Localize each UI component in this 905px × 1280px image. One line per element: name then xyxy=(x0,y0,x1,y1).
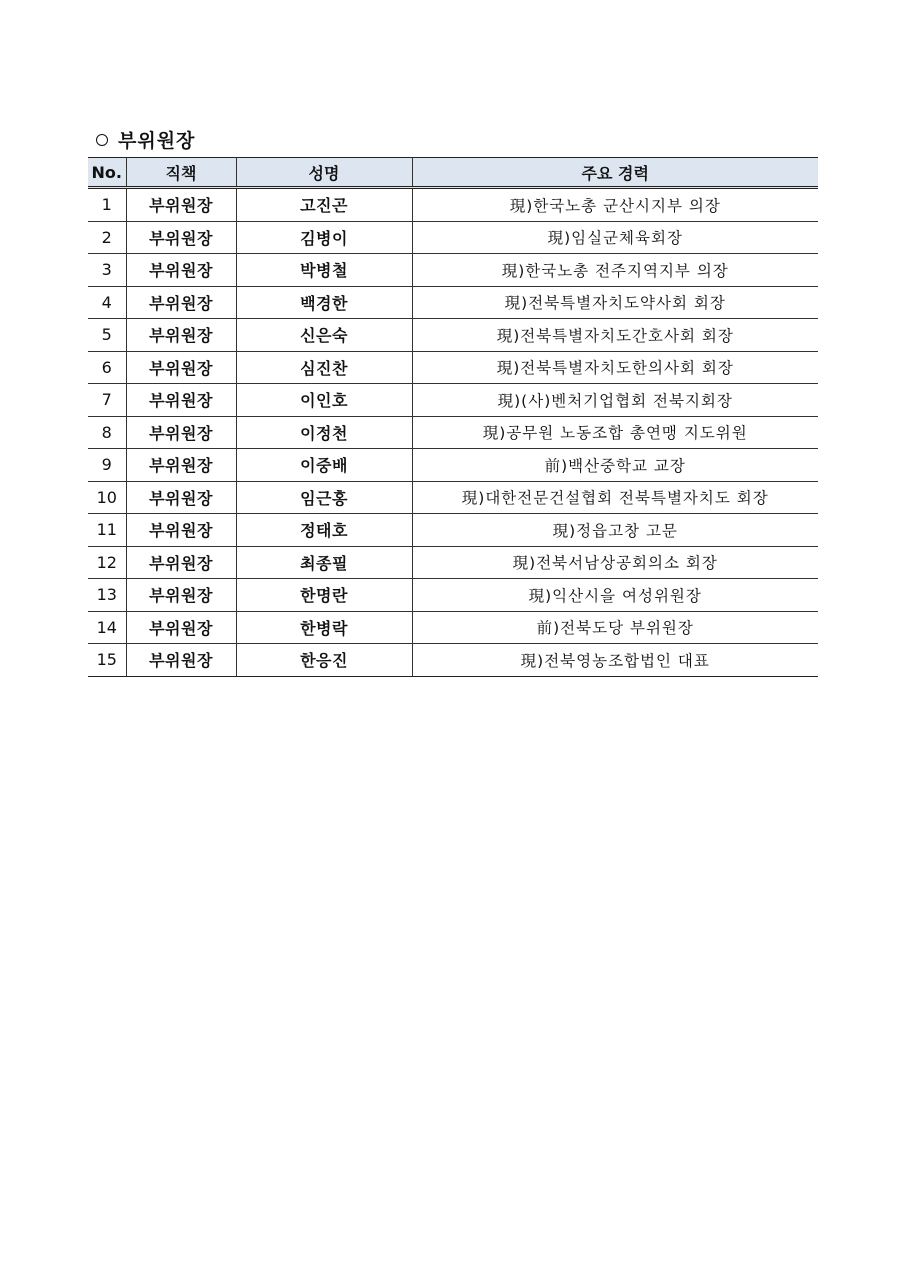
table-row xyxy=(88,351,818,384)
row-career: 現)한국노총 군산시지부 의장 xyxy=(412,188,818,222)
section-title-text: 부위원장 xyxy=(118,130,196,152)
row-name: 이정천 xyxy=(236,416,412,449)
row-position: 부위원장 xyxy=(126,481,236,514)
row-position: 부위원장 xyxy=(126,221,236,254)
row-career: 現)한국노총 전주지역지부 의장 xyxy=(412,254,818,287)
row-name: 한응진 xyxy=(236,644,412,677)
row-career: 現)익산시을 여성위원장 xyxy=(412,579,818,612)
row-name: 심진찬 xyxy=(236,351,412,384)
table-row xyxy=(88,319,818,352)
row-position: 부위원장 xyxy=(126,319,236,352)
row-position: 부위원장 xyxy=(126,416,236,449)
row-position: 부위원장 xyxy=(126,546,236,579)
table-row xyxy=(88,254,818,287)
section-heading xyxy=(96,126,195,153)
row-position: 부위원장 xyxy=(126,579,236,612)
row-career: 現)공무원 노동조합 총연맹 지도위원 xyxy=(412,416,818,449)
row-career: 現)전북특별자치도간호사회 회장 xyxy=(412,319,818,352)
row-number: 14 xyxy=(88,611,126,644)
table-row xyxy=(88,416,818,449)
row-career: 現)(사)벤처기업협회 전북지회장 xyxy=(412,384,818,417)
row-name: 이인호 xyxy=(236,384,412,417)
row-name: 한병락 xyxy=(236,611,412,644)
row-number: 6 xyxy=(88,351,126,384)
row-name: 한명란 xyxy=(236,579,412,612)
row-number: 7 xyxy=(88,384,126,417)
row-name: 고진곤 xyxy=(236,188,412,222)
table-row xyxy=(88,188,818,222)
table-row xyxy=(88,384,818,417)
row-number: 12 xyxy=(88,546,126,579)
row-number: 3 xyxy=(88,254,126,287)
row-career: 現)전북서남상공회의소 회장 xyxy=(412,546,818,579)
row-name: 박병철 xyxy=(236,254,412,287)
row-number: 2 xyxy=(88,221,126,254)
row-career: 現)정읍고창 고문 xyxy=(412,514,818,547)
row-name: 정태호 xyxy=(236,514,412,547)
row-number: 10 xyxy=(88,481,126,514)
header-career: 주요 경력 xyxy=(412,158,818,188)
table-row xyxy=(88,579,818,612)
row-number: 8 xyxy=(88,416,126,449)
row-name: 이중배 xyxy=(236,449,412,482)
row-name: 신은숙 xyxy=(236,319,412,352)
row-name: 백경한 xyxy=(236,286,412,319)
table-row xyxy=(88,286,818,319)
row-career: 前)전북도당 부위원장 xyxy=(412,611,818,644)
table-body xyxy=(88,188,818,677)
row-number: 9 xyxy=(88,449,126,482)
vice-chair-table xyxy=(88,157,818,677)
row-number: 5 xyxy=(88,319,126,352)
row-position: 부위원장 xyxy=(126,644,236,677)
table-row xyxy=(88,546,818,579)
table-row xyxy=(88,221,818,254)
row-career: 現)임실군체육회장 xyxy=(412,221,818,254)
row-position: 부위원장 xyxy=(126,384,236,417)
table-row xyxy=(88,481,818,514)
table-row xyxy=(88,611,818,644)
row-position: 부위원장 xyxy=(126,286,236,319)
row-position: 부위원장 xyxy=(126,449,236,482)
row-position: 부위원장 xyxy=(126,351,236,384)
row-career: 現)전북영농조합법인 대표 xyxy=(412,644,818,677)
row-position: 부위원장 xyxy=(126,188,236,222)
table-row xyxy=(88,514,818,547)
row-name: 김병이 xyxy=(236,221,412,254)
row-number: 4 xyxy=(88,286,126,319)
table-header-row xyxy=(88,158,818,188)
row-name: 임근홍 xyxy=(236,481,412,514)
row-number: 1 xyxy=(88,188,126,222)
row-position: 부위원장 xyxy=(126,254,236,287)
table-row xyxy=(88,644,818,677)
header-no: No. xyxy=(88,158,126,188)
row-name: 최종필 xyxy=(236,546,412,579)
row-number: 11 xyxy=(88,514,126,547)
row-position: 부위원장 xyxy=(126,514,236,547)
header-position: 직책 xyxy=(126,158,236,188)
row-position: 부위원장 xyxy=(126,611,236,644)
row-career: 前)백산중학교 교장 xyxy=(412,449,818,482)
row-career: 現)전북특별자치도한의사회 회장 xyxy=(412,351,818,384)
row-number: 15 xyxy=(88,644,126,677)
row-career: 現)전북특별자치도약사회 회장 xyxy=(412,286,818,319)
header-name: 성명 xyxy=(236,158,412,188)
row-number: 13 xyxy=(88,579,126,612)
table-row xyxy=(88,449,818,482)
hollow-circle-icon xyxy=(96,134,108,146)
row-career: 現)대한전문건설협회 전북특별자치도 회장 xyxy=(412,481,818,514)
